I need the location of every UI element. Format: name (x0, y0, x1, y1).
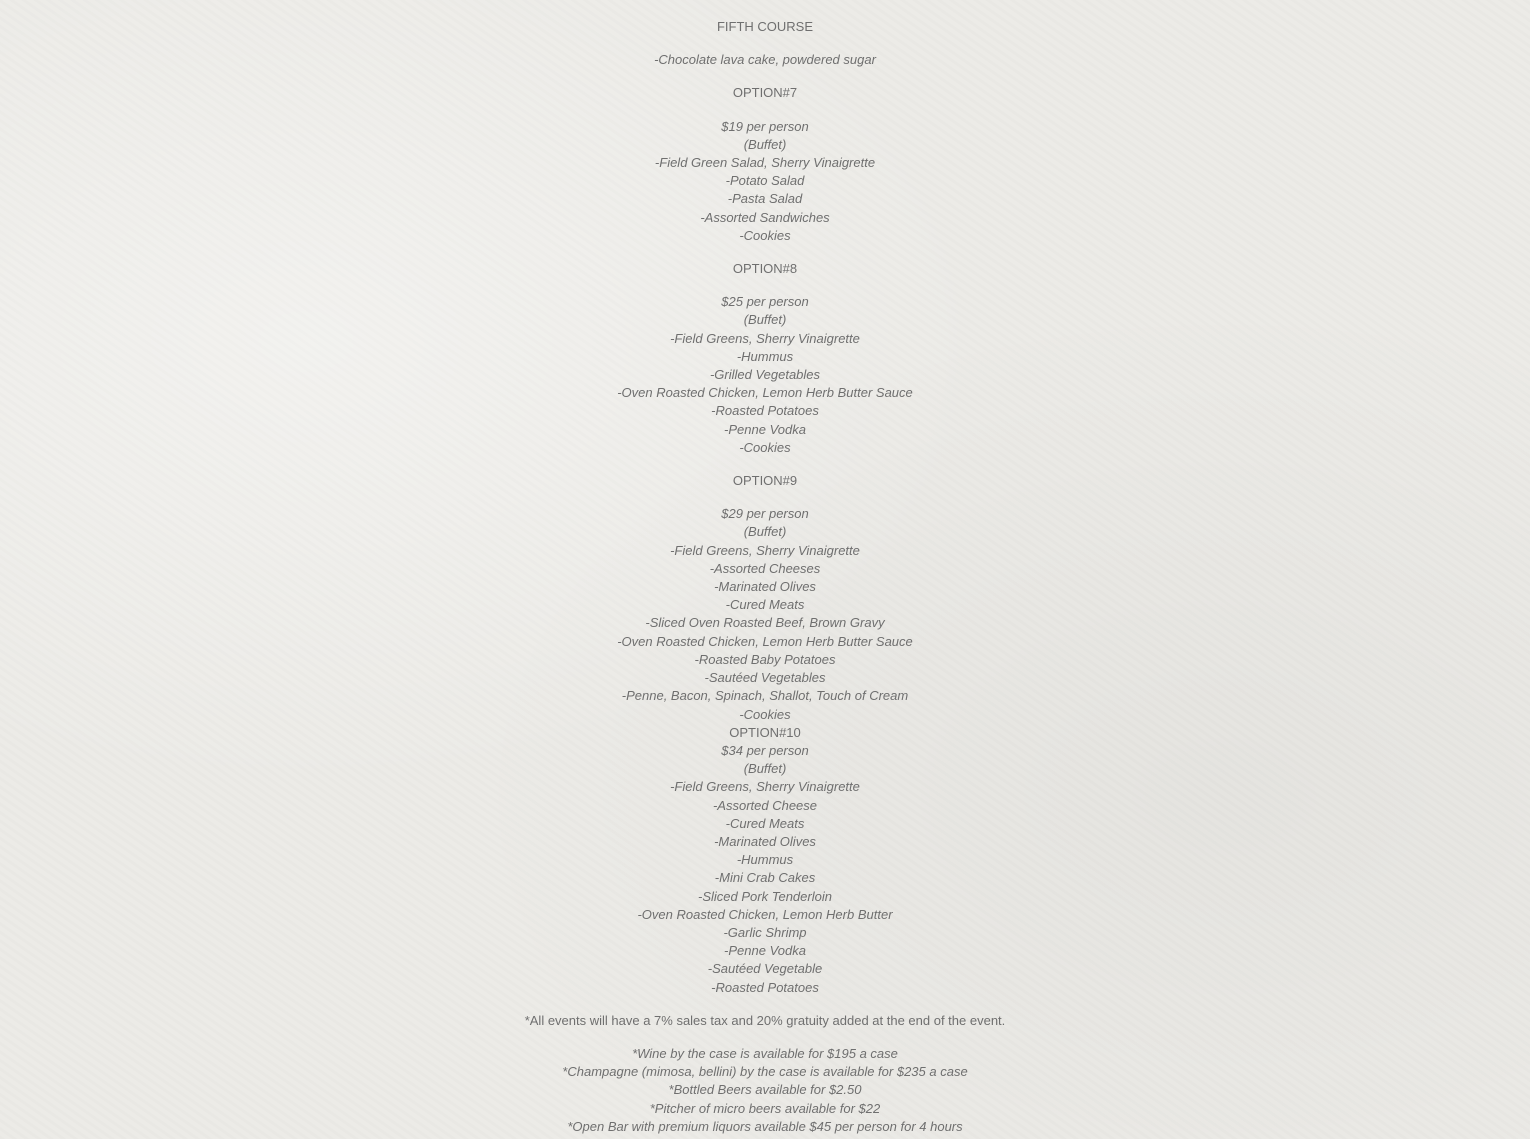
option7-item: -Assorted Sandwiches (700, 209, 830, 225)
option8-item: -Grilled Vegetables (709, 367, 821, 383)
option10-item: -Marinated Olives (714, 833, 816, 849)
option9-style: (Buffet) (743, 524, 787, 540)
option10-item: -Sautéed Vegetable (707, 961, 823, 977)
option9-item: -Penne, Bacon, Spinach, Shallot, Touch of Cream (621, 688, 909, 704)
option8-item: -Cookies (739, 439, 791, 455)
extras-note: *Open Bar with premium liquors available $45 per person for 4 hours (567, 1118, 963, 1134)
option7-item: -Field Green Salad, Sherry Vinaigrette (654, 155, 876, 171)
option10-item: -Assorted Cheese (712, 797, 818, 813)
option8-item: -Penne Vodka (724, 421, 806, 437)
option8-item: -Hummus (736, 348, 794, 364)
option9-price: $29 per person (721, 506, 809, 522)
fifth-course-item: -Chocolate lava cake, powdered sugar (654, 52, 876, 68)
option7-item: -Potato Salad (725, 173, 805, 189)
option10-item: -Mini Crab Cakes (714, 870, 816, 886)
option10-item: -Cured Meats (725, 815, 805, 831)
option10-item: -Garlic Shrimp (723, 924, 807, 940)
option8-item: -Roasted Potatoes (711, 403, 819, 419)
option9-heading: OPTION#9 (732, 473, 798, 489)
option8-style: (Buffet) (743, 312, 787, 328)
option10-item: -Sliced Pork Tenderloin (698, 888, 832, 904)
option9-item: -Oven Roasted Chicken, Lemon Herb Butter Sauce (617, 633, 913, 649)
option9-item: -Cookies (739, 706, 791, 722)
option7-item: -Cookies (739, 227, 791, 243)
option10-heading: OPTION#10 (729, 724, 801, 740)
option9-item: -Roasted Baby Potatoes (694, 651, 836, 667)
option9-item: -Field Greens, Sherry Vinaigrette (670, 542, 860, 558)
option7-heading: OPTION#7 (732, 85, 798, 101)
option9-item: -Sliced Oven Roasted Beef, Brown Gravy (645, 615, 885, 631)
extras-note: *Bottled Beers available for $2.50 (668, 1082, 862, 1098)
option9-item: -Marinated Olives (714, 579, 816, 595)
option10-style: (Buffet) (743, 761, 787, 777)
option10-item: -Penne Vodka (724, 943, 806, 959)
fifth-course-heading: FIFTH COURSE (716, 19, 814, 34)
extras-note: *Wine by the case is available for $195 a case (632, 1045, 898, 1061)
option9-item: -Cured Meats (725, 597, 805, 613)
extras-note: *Champagne (mimosa, bellini) by the case is available for $235 a case (562, 1064, 968, 1080)
option10-price: $34 per person (721, 742, 809, 758)
option8-heading: OPTION#8 (732, 261, 798, 277)
option9-item: -Assorted Cheeses (709, 560, 821, 576)
option10-item: -Field Greens, Sherry Vinaigrette (670, 779, 860, 795)
option10-item: -Oven Roasted Chicken, Lemon Herb Butter (637, 906, 893, 922)
option8-price: $25 per person (721, 294, 809, 310)
option7-price: $19 per person (721, 118, 809, 134)
option10-item: -Hummus (736, 852, 794, 868)
tax-note: *All events will have a 7% sales tax and 20% gratuity added at the end of the event. (524, 1012, 1006, 1028)
option9-item: -Sautéed Vegetables (704, 670, 826, 686)
option8-item: -Field Greens, Sherry Vinaigrette (670, 330, 860, 346)
extras-note: *Pitcher of micro beers available for $22 (649, 1100, 881, 1116)
option8-item: -Oven Roasted Chicken, Lemon Herb Butter Sauce (617, 385, 913, 401)
option10-item: -Roasted Potatoes (711, 979, 819, 995)
option7-item: -Pasta Salad (727, 191, 803, 207)
option7-style: (Buffet) (743, 136, 787, 152)
